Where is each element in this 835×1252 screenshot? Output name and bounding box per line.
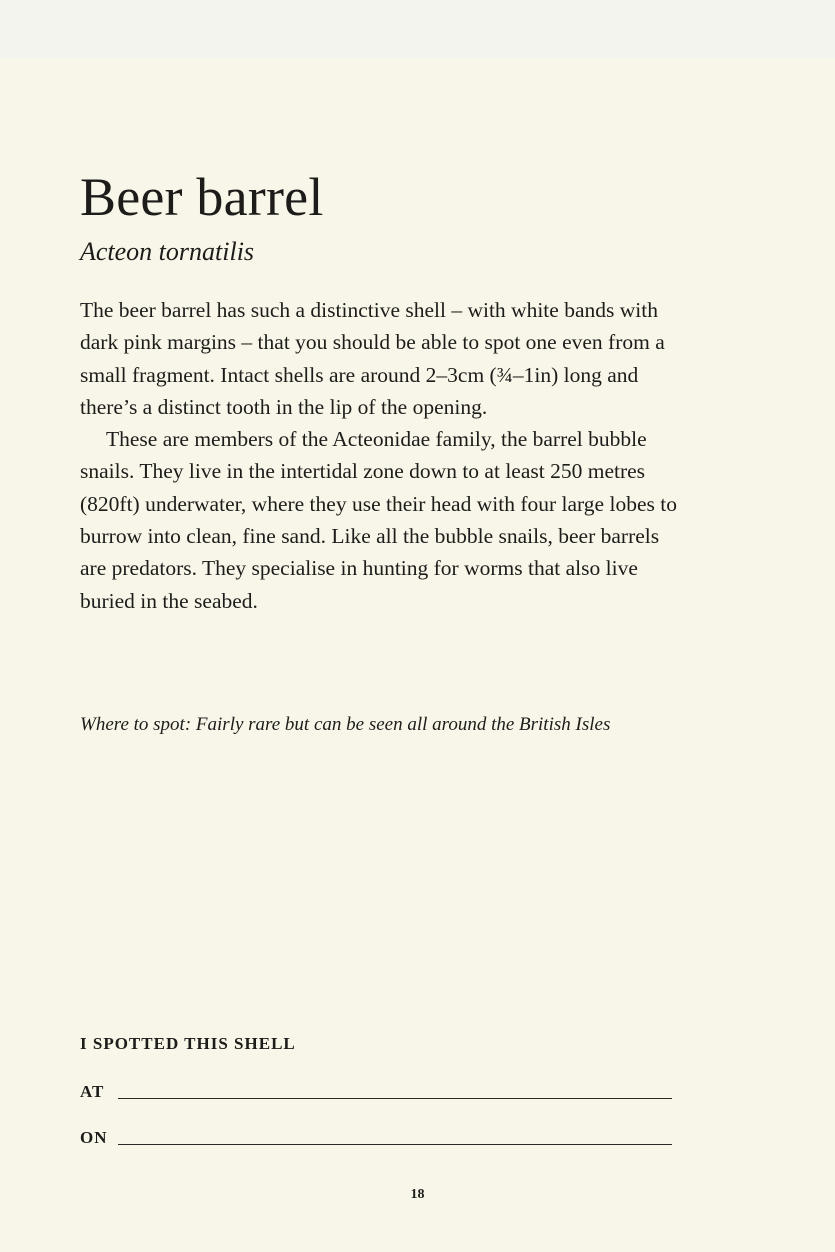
on-label: ON [80,1128,108,1147]
on-line [118,1144,672,1145]
top-band [0,0,835,58]
description-text [80,294,680,617]
where-to-spot: Where to spot: Fairly rare but can be seen all around the British Isles [80,714,611,735]
paragraph-1: The beer barrel has such a distinctive shell – with white bands with dark pink margins – that you should be able to spot one even from a small fragment. Intact shells are around 2–3cm (¾–1in) long and there’s a distinct tooth in the lip of the opening. [80,298,665,419]
latin-name: Acteon tornatilis [80,237,255,266]
page-title: Beer barrel [80,167,324,227]
spotted-heading: I SPOTTED THIS SHELL [80,1034,296,1053]
at-line [118,1098,672,1099]
page-number: 18 [410,1187,425,1202]
at-row [80,1083,672,1100]
on-row [80,1129,672,1146]
at-label: AT [80,1082,105,1101]
paragraph-2: These are members of the Acteonidae family, the barrel bubble snails. They live in the intertidal zone down to at least 250 metres (820ft) underwater, where they use their head with four large lobes to burrow into clean, fine sand. Like all the bubble snails, beer barrels are predators. They specialise in hunting for worms that also live buried in the seabed. [80,427,677,613]
